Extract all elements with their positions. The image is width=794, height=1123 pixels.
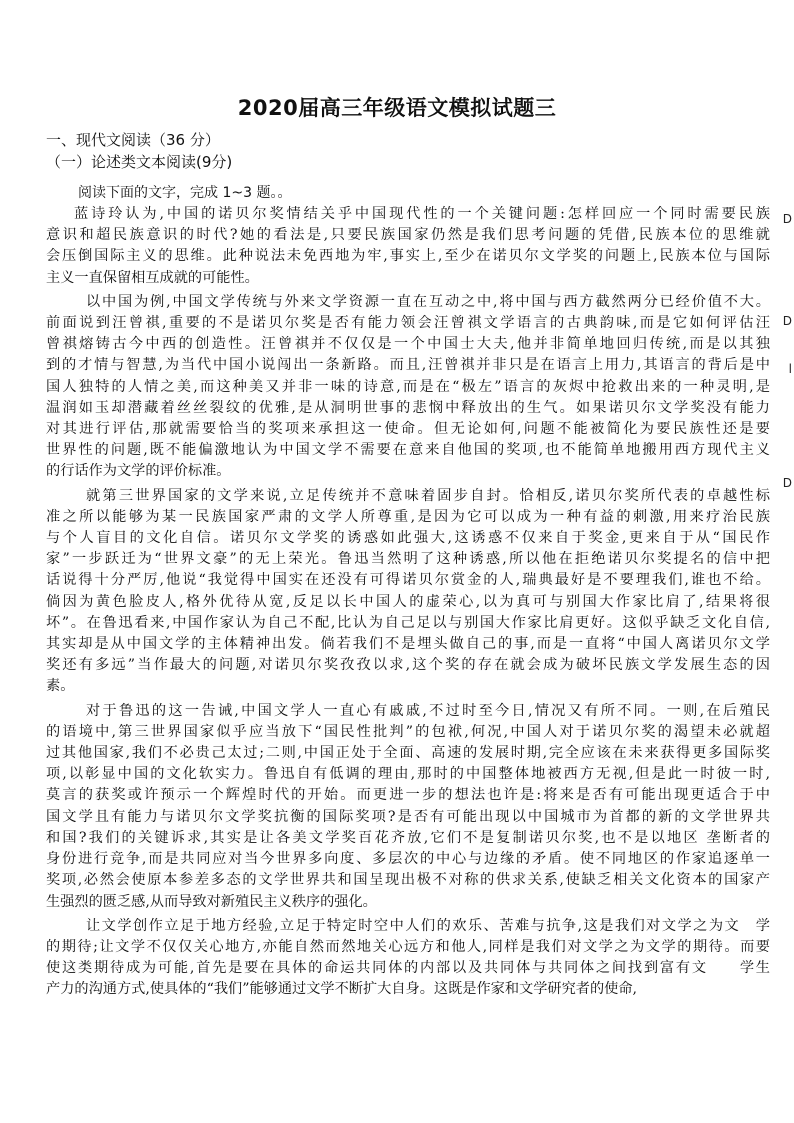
text-line: 的期待;让文学不仅仅关心地方,亦能自然而然地关心远方和他人,同样是我们对文学之为文学的期待。而要 [46,938,770,955]
text-line: 国文学且有能力与诺贝尔文学奖抗衡的国际奖项?是否有可能出现以中国城市为首都的新的文学世界共 [46,808,770,825]
text-line: 奖还有多远”当作最大的问题,对诺贝尔奖孜孜以求,这个奖的存在就会成为破坏民族文学发展生态的因 [46,657,770,674]
passage-paragraph [46,916,770,1001]
passage-paragraph [46,701,770,913]
text-line: 蓝诗玲认为,中国的诺贝尔奖情结关乎中国现代性的一个关键问题:怎样回应一个同时需要民族 [74,206,770,222]
text-line: 意识和超民族意识的时代?她的看法是,只要民族国家仍然是我们思考问题的凭借,民族本位的思维就 [46,227,770,244]
text-line: 和国?我们的关键诉求,其实是让各美文学奖百花齐放,它们不是复制诺贝尔奖,也不是以地区 垄断者的 [46,829,770,846]
passage-body [46,204,770,1004]
text-line: 其实却是从中国文学的主体精神出发。倘若我们不是埋头做自己的事,而是一直将“中国人离诺贝尔文学 [46,636,770,653]
text-line: 对其进行评估,那就需要恰当的奖项来承担这一使命。但无论如何,问题不能被简化为要民族性还是要 [46,421,770,438]
text-line: 温润如玉却潜藏着丝丝裂纹的优雅,是从洞明世事的悲悯中释放出的生气。如果诺贝尔文学奖没有能力 [46,399,770,416]
passage-paragraph [46,486,770,698]
text-line: 的行话作为文学的评价标准。 [46,463,231,480]
text-line: 让文学创作立足于地方经验,立足于特定时空中人们的欢乐、苦难与抗争,这是我们对文学之为文 学 [86,917,770,934]
text-line: 过其他国家,我们不必贵己太过;二则,中国正处于全面、高速的发展时期,完全应该在未来获得更多国际奖 [46,745,770,762]
margin-mark: D [782,212,792,226]
text-line: 项,以彰显中国的文化软实力。鲁迅自有低调的理由,那时的中国整体地被西方无视,但是此一时彼一时, [46,766,770,783]
text-line: 曾祺熔铸古今中西的创造性。汪曾祺并不仅仅是一个中国士大夫,他并非简单地回归传统,而是以其独 [46,336,770,353]
text-line: 使这类期待成为可能,首先是要在具体的命运共同体的内部以及共同体与共同体之间找到富有文 学生 [46,960,770,977]
document-title: 2020届高三年级语文模拟试题三 [237,96,557,120]
reading-instruction: 阅读下面的文字，完成 1~3 题。。 [78,185,292,201]
text-line: 身份进行竞争,而是共同应对当今世界多向度、多层次的中心与边缘的矛盾。使不同地区的作家追逐单一 [46,851,770,868]
margin-mark: l [788,362,792,376]
text-line: 奖项,必然会使原本参差多态的文学世界共和国呈现出极不对称的供求关系,使缺乏相关文化资本的国家产 [46,872,770,889]
text-line: 前面说到汪曾祺,重要的不是诺贝尔奖是否有能力领会汪曾祺文学语言的古典韵味,而是它如何评估汪 [46,315,770,332]
text-line: 话说得十分严厉,他说“我觉得中国实在还没有可得诺贝尔赏金的人,瑞典最好是不要理我们,谁也不给。 [46,572,770,589]
text-line: 素。 [46,678,75,695]
text-line: 会压倒国际主义的思维。此种说法未免西地为牢,事实上,至少在诺贝尔文学奖的问题上,民族本位与国际 [46,248,770,265]
text-line: 国人独特的人情之美,而这种美又并非一味的诗意,而是在“极左”语言的灰烬中抢救出来的一种灵明,是 [46,378,770,395]
section-heading: 一、现代文阅读（36 分） [46,131,220,149]
text-line: 对于鲁迅的这一告诫,中国文学人一直心有戚戚,不过时至今日,情况又有所不同。一则,在后殖民 [86,702,770,719]
passage-paragraph [46,204,770,289]
margin-mark: D [782,314,792,328]
text-line: 莫言的获奖或许预示一个辉煌时代的开始。而更进一步的想法也许是:将来是否有可能出现更适合于中 [46,787,770,804]
margin-mark: D [782,476,792,490]
text-line: 世界性的问题,既不能偏激地认为中国文学不需要在意来自他国的奖项,也不能简单地搬用西方现代主义 [46,442,770,459]
passage-paragraph [46,292,770,483]
text-line: 就第三世界国家的文学来说,立足传统并不意味着固步自封。恰相反,诺贝尔奖所代表的卓越性标 [86,487,770,504]
text-line: 以中国为例,中国文学传统与外来文学资源一直在互动之中,将中国与西方截然两分已经价值不大。 [86,293,770,310]
subsection-heading: （一）论述类文本阅读(9分) [46,153,233,171]
text-line: 到的才情与智慧,为当代中国小说闯出一条新路。而且,汪曾祺并非只是在语言上用力,其语言的背后是中 [46,357,770,374]
text-line: 倘因为黄色脸皮人,格外优待从宽,反足以长中国人的虚荣心,以为真可与别国大作家比肩了,结果将很 [46,593,770,610]
text-line: 准之所以能够为某一民族国家严肃的文学人所尊重,是因为它可以成为一种有益的刺激,用来疗治民族 [46,508,770,525]
text-line: 坏”。在鲁迅看来,中国作家认为自己不配,比认为自己足以与别国大作家比肩更好。这似乎缺乏文化自信, [46,614,770,631]
text-line: 与个人盲目的文化自信。诺贝尔文学奖的诱惑如此强大,这诱惑不仅来自于奖金,更来自于从“国民作 [46,530,770,547]
text-line: 的语境中,第三世界国家似乎应当放下“国民性批判”的包袱,何况,中国人对于诺贝尔奖的渴望未必就超 [46,723,770,740]
text-line: 主义一直保留相互成就的可能性。 [46,269,259,286]
text-line: 生强烈的匮乏感,从而导致对新殖民主义秩序的强化。 [46,893,377,910]
text-line: 产力的沟通方式,使具体的“我们”能够通过文学不断扩大自身。这既是作家和文学研究者的使命, [46,981,638,998]
text-line: 家”一步跃迁为“世界文豪”的无上荣光。鲁迅当然明了这种诱惑,所以他在拒绝诺贝尔奖提名的信中把 [46,551,770,568]
